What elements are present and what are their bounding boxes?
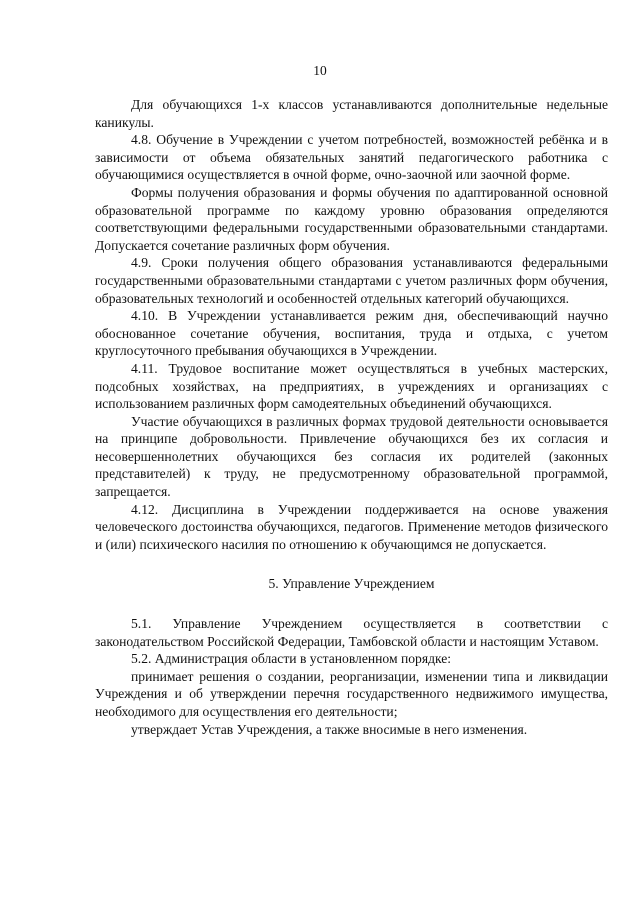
paragraph: 4.11. Трудовое воспитание может осуществляться в учебных мастерских, подсобных хозяйствах, на предприятиях, в учреждениях и организациях с использованием различных форм самодеятельных объединений обучающихся. [95,360,608,412]
paragraph: Формы получения образования и формы обучения по адаптированной основной образовательной программе по каждому уровню образования определяются соответствующими федеральными государственными образовательными стандартами. Допускается сочетание различных форм обучения. [95,184,608,253]
paragraph: 5.1. Управление Учреждением осуществляется в соответствии с законодательством Российской Федерации, Тамбовской области и настоящим Уставом. [95,616,608,649]
page-number: 10 [313,63,327,78]
section-heading: 5. Управление Учреждением [268,576,435,592]
paragraph: Для обучающихся 1-х классов устанавливаются дополнительные недельные каникулы. [95,97,608,130]
paragraph: 5.2. Администрация области в установленном порядке: [131,651,452,667]
paragraph: 4.12. Дисциплина в Учреждении поддерживается на основе уважения человеческого достоинства обучающихся, педагогов. Применение методов физического и (или) психического насилия по отношению к обучающимся не допускается. [95,501,608,552]
paragraph: 4.8. Обучение в Учреждении с учетом потребностей, возможностей ребёнка и в зависимости от объема обязательных занятий педагогического работника с обучающимися осуществляется в очной форме, очно-заочной или заочной форме. [95,132,608,183]
paragraph: 4.9. Сроки получения общего образования устанавливаются федеральными государственными образовательными стандартами с учетом различных форм обучения, образовательных технологий и особенностей отдельных категорий обучающихся. [95,255,608,306]
paragraph: утверждает Устав Учреждения, а также вносимые в него изменения. [131,721,528,737]
paragraph: принимает решения о создании, реорганизации, изменении типа и ликвидации Учреждения и об утверждении перечня государственного недвижимого имущества, необходимого для осуществления его деятельности; [95,668,608,719]
paragraph: Участие обучающихся в различных формах трудовой деятельности основывается на принципе добровольности. Привлечение обучающихся без их согласия и несовершеннолетних обучающихся без согласия их родителей (законных представителей) к труду, не предусмотренному образовательной программой, запрещается. [95,413,608,500]
paragraph: 4.10. В Учреждении устанавливается режим дня, обеспечивающий научно обоснованное сочетание обучения, воспитания, труда и отдыха, с учетом круглосуточного пребывания обучающихся в Учреждении. [95,308,608,359]
document-body [95,96,608,738]
